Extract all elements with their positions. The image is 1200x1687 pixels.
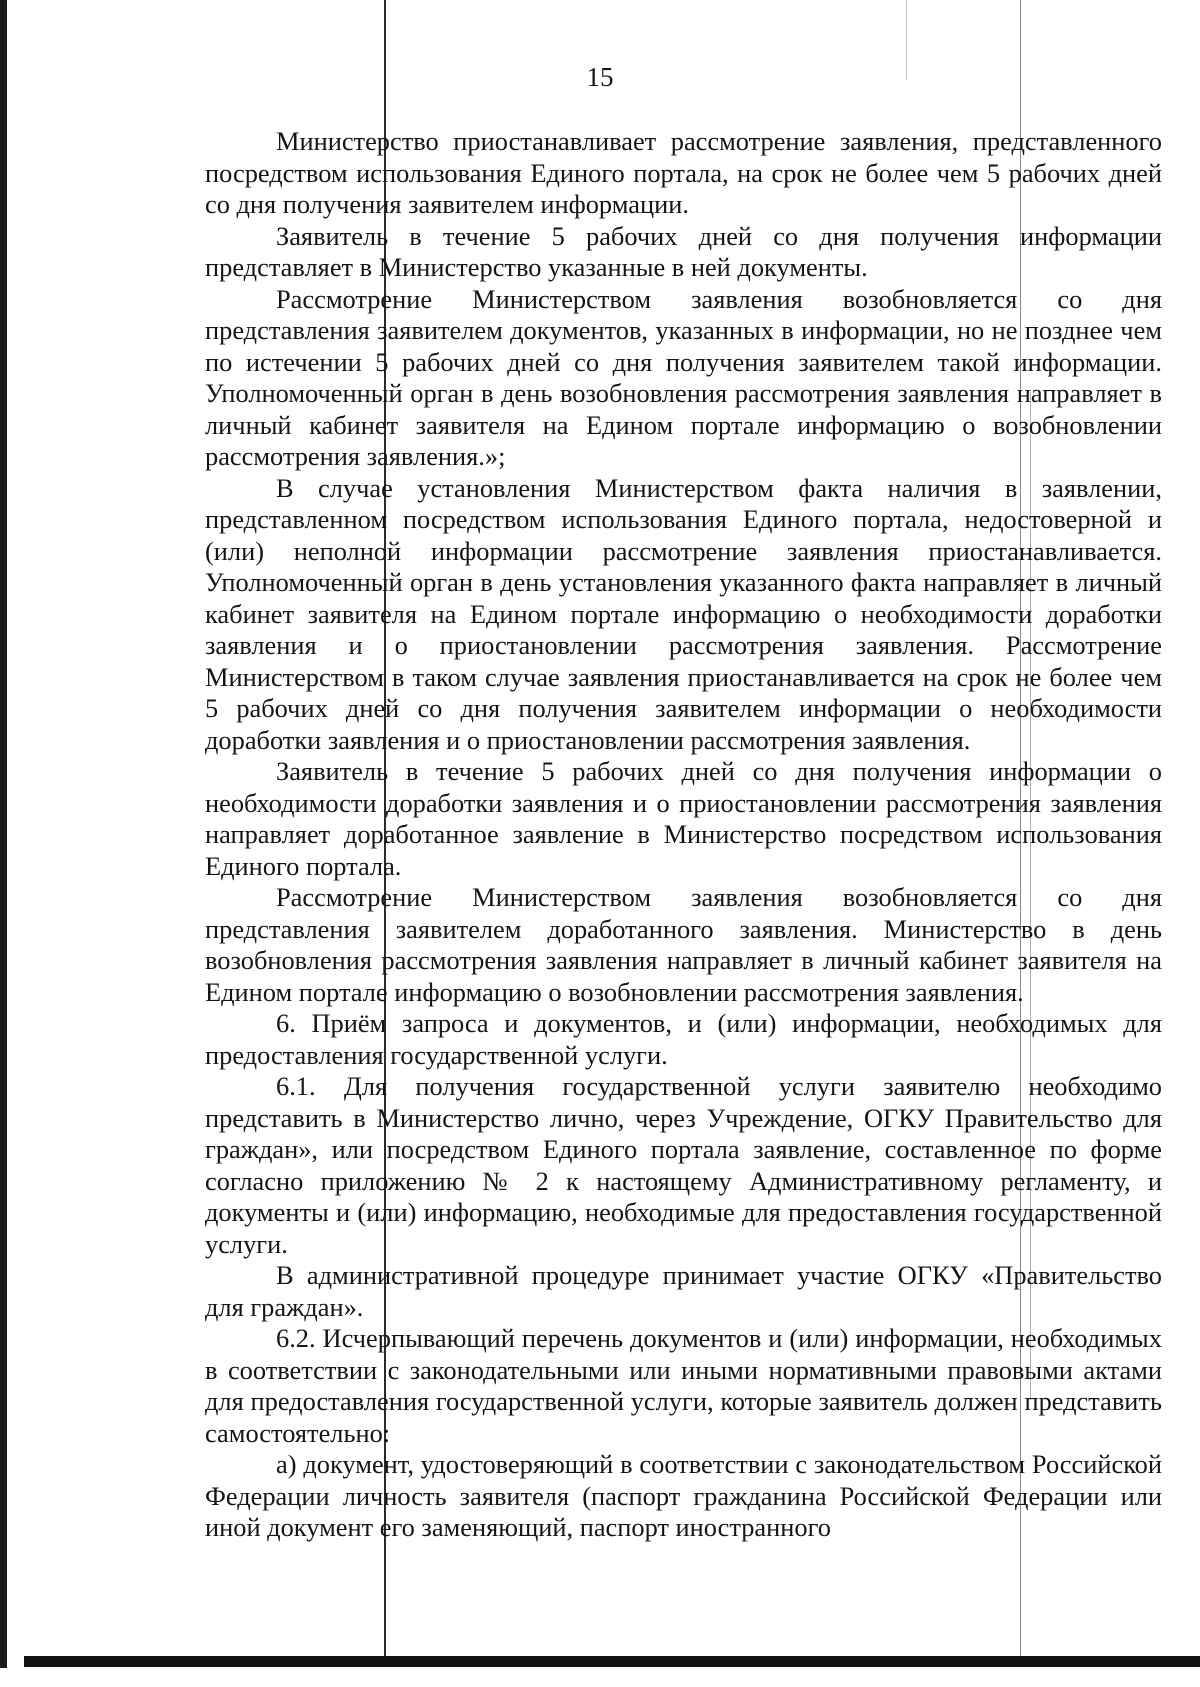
paragraph: а) документ, удостоверяющий в соответствии с законодательством Российской Федерации личность заявителя (паспорт гражданина Российской Федерации или иной документ его заменяющий, паспорт иностранного — [205, 1449, 1162, 1542]
document-body — [205, 126, 1162, 1544]
scan-left-edge — [0, 0, 7, 1668]
paragraph: В случае установления Министерством факта наличия в заявлении, представленном посредством использования Единого портала, недостоверной и (или) неполной информации рассмотрение заявления приостанавливается. Уполномоченный орган в день установления указанного факта направляет в личный кабинет заявителя на Едином портале информацию о необходимости доработки заявления и о приостановлении рассмотрения заявления. Рассмотрение Министерством в таком случае заявления приостанавливается на срок не более чем 5 рабочих дней со дня получения заявителем информации о необходимости доработки заявления и о приостановлении рассмотрения заявления. — [205, 472, 1162, 755]
paragraph: 6.2. Исчерпывающий перечень документов и (или) информации, необходимых в соответствии с законодательными или иными нормативными правовыми актами для предоставления государственной услуги, которые заявитель должен представить самостоятельно: — [205, 1323, 1162, 1448]
paragraph: 6. Приём запроса и документов, и (или) информации, необходимых для предоставления государственной услуги. — [205, 1008, 1162, 1070]
paragraph: Рассмотрение Министерством заявления возобновляется со дня представления заявителем доработанного заявления. Министерство в день возобновления рассмотрения заявления направляет в личный кабинет заявителя на Едином портале информацию о возобновлении рассмотрения заявления. — [205, 882, 1162, 1007]
paragraph: Министерство приостанавливает рассмотрение заявления, представленного посредством использования Единого портала, на срок не более чем 5 рабочих дней со дня получения заявителем информации. — [205, 126, 1162, 219]
paragraph: Рассмотрение Министерством заявления возобновляется со дня представления заявителем документов, указанных в информации, но не позднее чем по истечении 5 рабочих дней со дня получения заявителем такой информации. Уполномоченный орган в день возобновления рассмотрения заявления направляет в личный кабинет заявителя на Едином портале информацию о возобновлении рассмотрения заявления.»; — [205, 283, 1162, 471]
paragraph: Заявитель в течение 5 рабочих дней со дня получения информации представляет в Министерство указанные в ней документы. — [205, 220, 1162, 282]
paragraph: Заявитель в течение 5 рабочих дней со дня получения информации о необходимости доработки заявления и о приостановлении рассмотрения заявления направляет доработанное заявление в Министерство посредством использования Единого портала. — [205, 756, 1162, 881]
paragraph: В административной процедуре принимает участие ОГКУ «Правительство для граждан». — [205, 1260, 1162, 1322]
paragraph: 6.1. Для получения государственной услуги заявителю необходимо представить в Министерство лично, через Учреждение, ОГКУ Правительство для граждан», или посредством Единого портала заявление, составленное по форме согласно приложению № 2 к настоящему Административному регламенту, и документы и (или) информацию, необходимые для предоставления государственной услуги. — [205, 1071, 1162, 1259]
page-number: 15 — [586, 62, 614, 92]
scan-bottom-edge — [24, 1656, 1200, 1667]
